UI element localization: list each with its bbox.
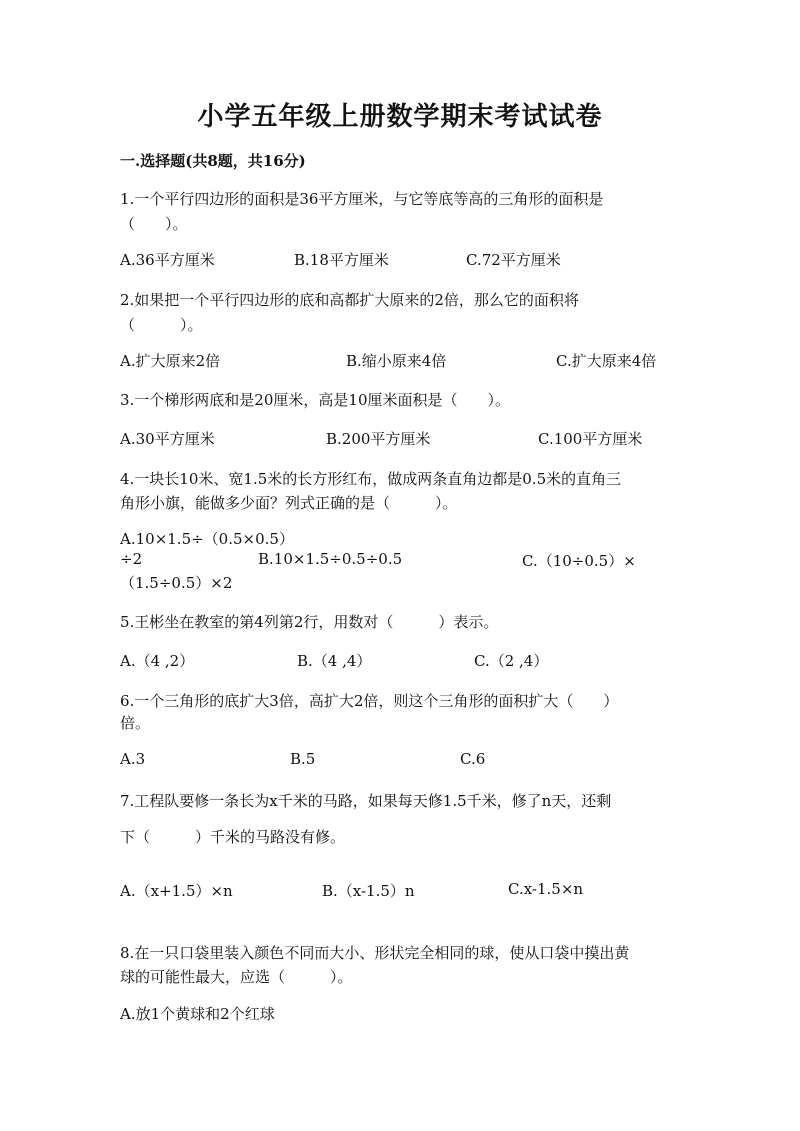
question-6-option-c: C.6 xyxy=(460,750,486,768)
question-5-option-a: A.（4 ,2） xyxy=(120,652,195,670)
question-3-option-a: A.30平方厘米 xyxy=(120,430,215,448)
question-8-line-2: 球的可能性最大，应选（ ）。 xyxy=(120,968,353,986)
question-6-line-2: 倍。 xyxy=(120,714,151,732)
question-4-option-c: C.（10÷0.5）× xyxy=(522,552,636,570)
question-2-line-1: 2.如果把一个平行四边形的底和高都扩大原来的2倍，那么它的面积将 xyxy=(120,291,579,309)
page-title: 小学五年级上册数学期末考试试卷 xyxy=(197,102,603,132)
question-1-line-2: （ ）。 xyxy=(120,215,188,233)
question-2-line-2: （ ）。 xyxy=(120,316,203,334)
question-4-option-b: B.10×1.5÷0.5÷0.5 xyxy=(258,550,403,568)
question-2-option-a: A.扩大原来2倍 xyxy=(120,352,221,370)
question-1-line-1: 1.一个平行四边形的面积是36平方厘米，与它等底等高的三角形的面积是 xyxy=(120,190,604,208)
question-3-line-1: 3.一个梯形两底和是20厘米，高是10厘米面积是（ ）。 xyxy=(120,391,510,409)
question-2-option-c: C.扩大原来4倍 xyxy=(556,352,657,370)
question-4-line-1: 4.一块长10米、宽1.5米的长方形红布，做成两条直角边都是0.5米的直角三 xyxy=(120,470,622,488)
question-7-line-1: 7.工程队要修一条长为x千米的马路，如果每天修1.5千米，修了n天，还剩 xyxy=(120,792,612,810)
question-4-option-a-cont: ÷2 xyxy=(120,550,143,568)
question-1-option-c: C.72平方厘米 xyxy=(466,251,561,269)
question-6-option-a: A.3 xyxy=(120,750,146,768)
question-4-option-a: A.10×1.5÷（0.5×0.5） xyxy=(120,530,294,548)
question-1-option-b: B.18平方厘米 xyxy=(294,251,389,269)
question-3-option-c: C.100平方厘米 xyxy=(538,430,643,448)
question-8-line-1: 8.在一只口袋里装入颜色不同而大小、形状完全相同的球，使从口袋中摸出黄 xyxy=(120,944,630,962)
question-5-option-c: C.（2 ,4） xyxy=(474,652,549,670)
question-5-option-b: B.（4 ,4） xyxy=(297,652,372,670)
question-6-option-b: B.5 xyxy=(290,750,316,768)
question-7-option-c: C.x-1.5×n xyxy=(508,880,584,898)
question-2-option-b: B.缩小原来4倍 xyxy=(346,352,447,370)
question-8-option-a: A.放1个黄球和2个红球 xyxy=(120,1005,275,1023)
question-7-option-a: A.（x+1.5）×n xyxy=(120,882,233,900)
question-4-line-2: 角形小旗，能做多少面？列式正确的是（ ）。 xyxy=(120,494,458,512)
question-1-option-a: A.36平方厘米 xyxy=(120,251,215,269)
section-heading: 一.选择题(共8题，共16分) xyxy=(120,152,306,170)
question-3-option-b: B.200平方厘米 xyxy=(326,430,431,448)
question-7-line-2: 下（ ）千米的马路没有修。 xyxy=(120,828,346,846)
question-7-option-b: B.（x-1.5）n xyxy=(322,882,415,900)
question-6-line-1: 6.一个三角形的底扩大3倍，高扩大2倍，则这个三角形的面积扩大（ ） xyxy=(120,692,619,710)
question-5-line-1: 5.王彬坐在教室的第4列第2行，用数对（ ）表示。 xyxy=(120,613,499,631)
question-4-option-c-cont: （1.5÷0.5）×2 xyxy=(120,574,233,592)
